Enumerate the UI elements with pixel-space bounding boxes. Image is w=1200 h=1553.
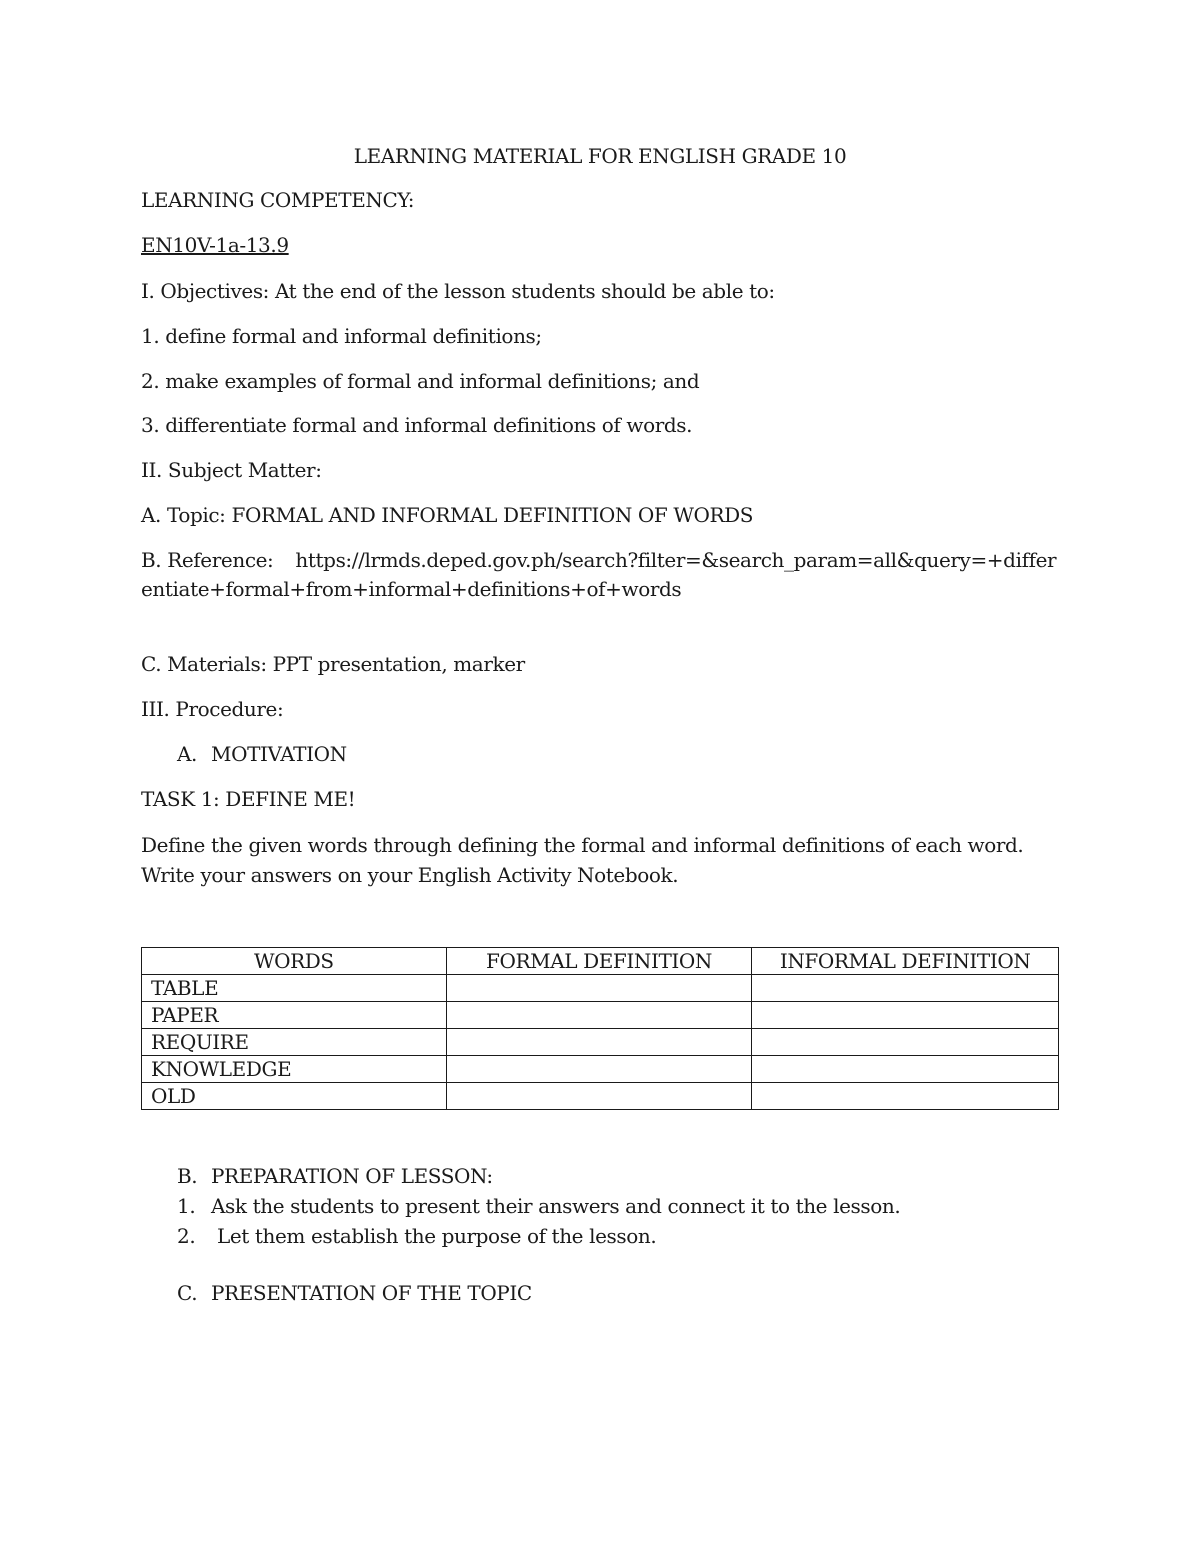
table-row	[142, 1083, 1059, 1110]
table-row	[142, 1056, 1059, 1083]
step-marker: 1.	[177, 1194, 196, 1218]
presentation-label: PRESENTATION OF THE TOPIC	[211, 1281, 532, 1305]
table-cell-formal	[446, 1002, 752, 1029]
subject-matter-heading: II. Subject Matter:	[141, 458, 322, 482]
topic-line: A. Topic: FORMAL AND INFORMAL DEFINITION OF WORDS	[141, 503, 754, 527]
table-cell-formal	[446, 975, 752, 1002]
table-cell-informal	[752, 1029, 1059, 1056]
presentation-heading	[177, 1279, 532, 1307]
reference-url: https://lrmds.deped.gov.ph/search?filter=&search_param=all&query=+differentiate+formal+from+informal+definitions+of+words	[141, 548, 1057, 601]
definitions-table	[141, 947, 1059, 1110]
table-cell-informal	[752, 1002, 1059, 1029]
table-row	[142, 1002, 1059, 1029]
table-cell-informal	[752, 975, 1059, 1002]
preparation-label: PREPARATION OF LESSON:	[211, 1164, 493, 1188]
motivation-marker: A.	[177, 742, 198, 766]
step-marker: 2.	[177, 1224, 196, 1248]
procedure-heading: III. Procedure:	[141, 697, 284, 721]
competency-code: EN10V-1a-13.9	[141, 233, 289, 257]
objective-item-1: 1. define formal and informal definitions;	[141, 324, 542, 348]
reference-label: B. Reference:	[141, 548, 274, 572]
task-title: TASK 1: DEFINE ME!	[141, 787, 356, 811]
reference-block	[141, 546, 1061, 604]
table-cell-informal	[752, 1056, 1059, 1083]
table-header-row	[142, 948, 1059, 975]
table-header-cell: INFORMAL DEFINITION	[752, 948, 1059, 975]
table-cell-formal	[446, 1029, 752, 1056]
objective-item-3: 3. differentiate formal and informal definitions of words.	[141, 413, 693, 437]
table-cell-word: TABLE	[142, 975, 447, 1002]
table-cell-word: KNOWLEDGE	[142, 1056, 447, 1083]
preparation-step-2	[177, 1222, 656, 1250]
objective-item-2: 2. make examples of formal and informal definitions; and	[141, 369, 700, 393]
preparation-step-1	[177, 1192, 900, 1220]
step-text: Ask the students to present their answers and connect it to the lesson.	[211, 1194, 901, 1218]
table-cell-informal	[752, 1083, 1059, 1110]
task-instructions: Define the given words through defining the formal and informal definitions of each word. Write your answers on your English Activity Notebook.	[141, 833, 1024, 887]
objectives-heading: I. Objectives: At the end of the lesson students should be able to:	[141, 279, 775, 303]
table-cell-formal	[446, 1056, 752, 1083]
preparation-marker: B.	[177, 1164, 198, 1188]
table-header-cell: WORDS	[142, 948, 447, 975]
document-title: LEARNING MATERIAL FOR ENGLISH GRADE 10	[353, 144, 847, 168]
presentation-marker: C.	[177, 1281, 198, 1305]
materials-line: C. Materials: PPT presentation, marker	[141, 652, 525, 676]
competency-label: LEARNING COMPETENCY:	[141, 188, 415, 212]
table-cell-word: OLD	[142, 1083, 447, 1110]
preparation-heading	[177, 1162, 493, 1190]
step-text: Let them establish the purpose of the lesson.	[211, 1224, 657, 1248]
motivation-label: MOTIVATION	[211, 742, 347, 766]
table-row	[142, 1029, 1059, 1056]
table-cell-word: PAPER	[142, 1002, 447, 1029]
table-header-cell: FORMAL DEFINITION	[446, 948, 752, 975]
motivation-heading	[177, 740, 347, 768]
table-cell-formal	[446, 1083, 752, 1110]
table-cell-word: REQUIRE	[142, 1029, 447, 1056]
table-row	[142, 975, 1059, 1002]
